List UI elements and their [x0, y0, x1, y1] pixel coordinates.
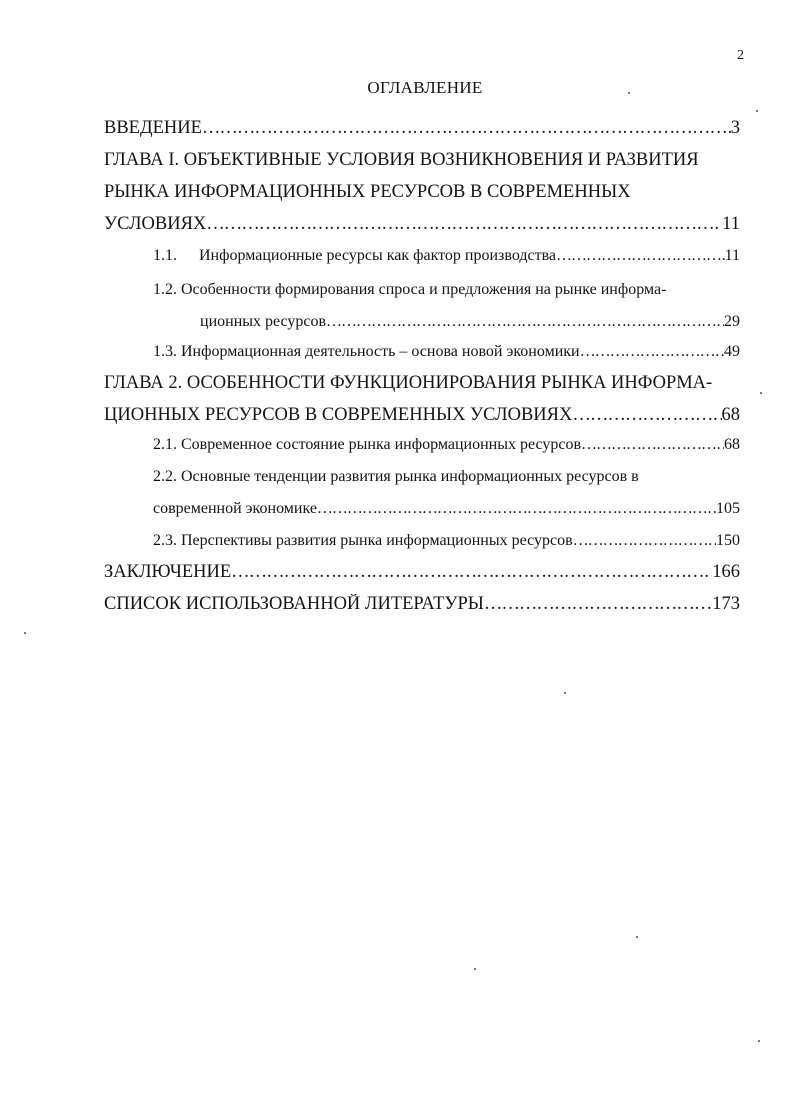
scan-speck [474, 968, 476, 970]
toc-entry-label: Информационные ресурсы как фактор производства [199, 247, 557, 264]
toc-entry-label: ционных ресурсов [200, 313, 327, 330]
dot-leader [581, 436, 724, 454]
dot-leader [317, 500, 716, 518]
dot-leader [556, 247, 725, 265]
toc-chapter1-line2: РЫНКА ИНФОРМАЦИОННЫХ РЕСУРСОВ В СОВРЕМЕННЫХ [104, 182, 631, 202]
section-number: 1.1. [153, 247, 177, 264]
toc-chapter2-line1: ГЛАВА 2. ОСОБЕННОСТИ ФУНКЦИОНИРОВАНИЯ РЫНКА ИНФОРМА- [104, 373, 713, 393]
page-title: ОГЛАВЛЕНИЕ [367, 78, 483, 97]
toc-entry-2-3 [153, 532, 740, 550]
toc-entry-label: 1.3. Информационная деятельность – основа новой экономики [153, 343, 580, 360]
toc-entry-1-3 [153, 343, 740, 361]
toc-entry-label: ЦИОННЫХ РЕСУРСОВ В СОВРЕМЕННЫХ УСЛОВИЯХ [104, 405, 573, 425]
toc-entry-page: 68 [721, 405, 740, 425]
toc-entry-page: 3 [730, 118, 740, 138]
toc-entry-label: ЗАКЛЮЧЕНИЕ [104, 562, 232, 582]
dot-leader [231, 562, 712, 583]
toc-entry-page: 105 [716, 500, 740, 517]
toc-entry-label: 2.1. Современное состояние рынка информационных ресурсов [153, 436, 581, 453]
toc-chapter1-line1: ГЛАВА I. ОБЪЕКТИВНЫЕ УСЛОВИЯ ВОЗНИКНОВЕНИЯ И РАЗВИТИЯ [104, 150, 699, 170]
toc-entry-intro [104, 118, 740, 139]
scan-speck [24, 632, 26, 634]
toc-entry-references [104, 594, 740, 615]
scan-speck [628, 92, 630, 94]
toc-entry-conclusion [104, 562, 740, 583]
toc-entry-label: ВВЕДЕНИЕ [104, 118, 202, 138]
page-number: 2 [737, 48, 744, 63]
dot-leader [206, 214, 722, 235]
toc-entry-2-2-line1: 2.2. Основные тенденции развития рынка информационных ресурсов в [153, 468, 639, 485]
scan-speck [760, 392, 762, 394]
toc-entry-1-1 [153, 247, 740, 265]
toc-entry-label: современной экономике [153, 500, 317, 517]
scan-speck [758, 1040, 760, 1042]
toc-entry-1-2 [200, 313, 740, 331]
toc-entry-page: 29 [724, 313, 740, 330]
toc-entry-chapter2 [104, 405, 740, 426]
toc-entry-page: 166 [712, 562, 740, 582]
toc-entry-page: 150 [716, 532, 740, 549]
dot-leader [484, 594, 712, 615]
toc-entry-page: 11 [724, 247, 740, 264]
toc-entry-page: 11 [722, 214, 740, 234]
toc-entry-2-1 [153, 436, 740, 454]
toc-entry-label: 2.3. Перспективы развития рынка информационных ресурсов [153, 532, 573, 549]
toc-entry-page: 68 [724, 436, 740, 453]
scan-speck [636, 936, 638, 938]
dot-leader [573, 532, 716, 550]
toc-entry-chapter1 [104, 214, 740, 235]
scan-speck [756, 110, 758, 112]
toc-entry-1-2-line1: 1.2. Особенности формирования спроса и предложения на рынке информа- [153, 281, 667, 298]
dot-leader [202, 118, 731, 139]
toc-entry-page: 173 [712, 594, 740, 614]
dot-leader [326, 313, 724, 331]
toc-entry-label: СПИСОК ИСПОЛЬЗОВАННОЙ ЛИТЕРАТУРЫ [104, 594, 484, 614]
dot-leader [572, 405, 721, 426]
toc-entry-2-2 [153, 500, 740, 518]
dot-leader [580, 343, 724, 361]
scan-speck [564, 692, 566, 694]
toc-entry-label: УСЛОВИЯХ [104, 214, 207, 234]
toc-entry-page: 49 [724, 343, 740, 360]
